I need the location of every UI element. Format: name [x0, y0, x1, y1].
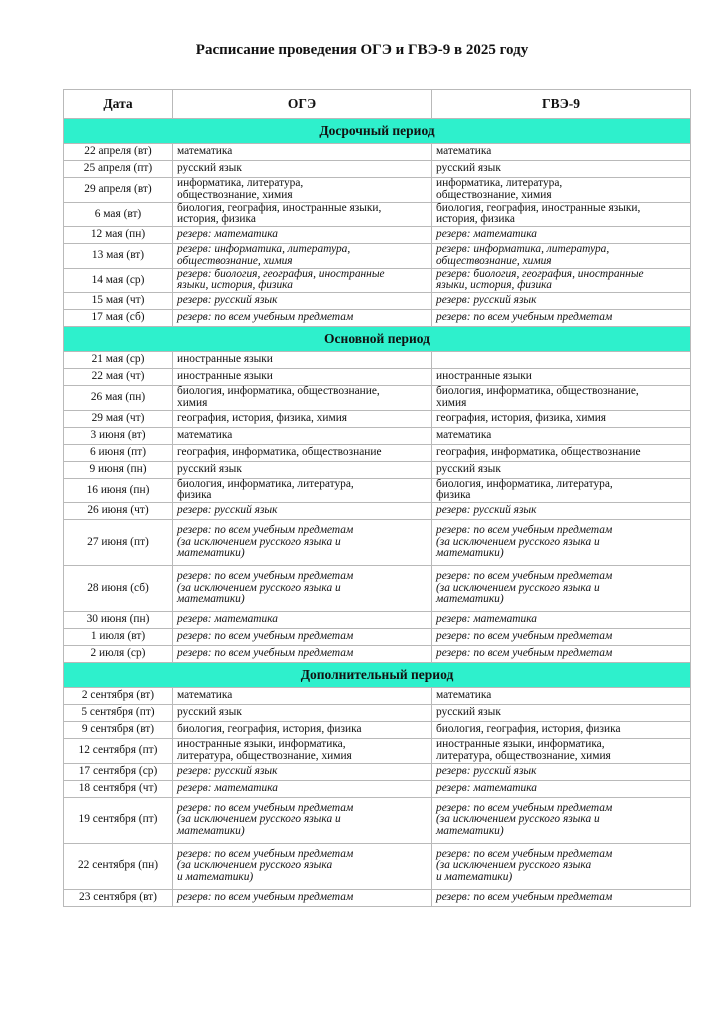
table-row — [64, 739, 691, 764]
date-cell: 22 апреля (вт) — [64, 144, 173, 161]
date-cell: 23 сентября (вт) — [64, 889, 173, 906]
oge-cell: математика — [173, 688, 432, 705]
table-header-row — [64, 90, 691, 119]
date-cell: 29 апреля (вт) — [64, 178, 173, 203]
table-row — [64, 722, 691, 739]
oge-cell: биология, география, иностранные языки, история, физика — [173, 202, 432, 227]
oge-cell: биология, информатика, литература, физика — [173, 478, 432, 503]
date-cell: 9 июня (пн) — [64, 461, 173, 478]
oge-cell: иностранные языки, информатика, литература, обществознание, химия — [173, 739, 432, 764]
oge-cell: резерв: биология, география, иностранные языки, история, физика — [173, 268, 432, 293]
gve-cell: биология, география, иностранные языки, история, физика — [432, 202, 691, 227]
oge-cell: резерв: по всем учебным предметам (за исключением русского языка и математики) — [173, 843, 432, 889]
table-row — [64, 427, 691, 444]
oge-cell: резерв: по всем учебным предметам — [173, 629, 432, 646]
schedule-body — [64, 119, 691, 907]
date-cell: 17 сентября (ср) — [64, 763, 173, 780]
date-cell: 9 сентября (вт) — [64, 722, 173, 739]
gve-cell: резерв: по всем учебным предметам — [432, 646, 691, 663]
table-row — [64, 629, 691, 646]
oge-cell: резерв: русский язык — [173, 293, 432, 310]
date-cell: 26 мая (пн) — [64, 386, 173, 411]
date-cell: 29 мая (чт) — [64, 410, 173, 427]
oge-cell: резерв: математика — [173, 780, 432, 797]
oge-cell: биология, информатика, обществознание, химия — [173, 386, 432, 411]
oge-cell: резерв: по всем учебным предметам — [173, 310, 432, 327]
date-cell: 5 сентября (пт) — [64, 705, 173, 722]
gve-cell — [432, 352, 691, 369]
gve-cell: русский язык — [432, 461, 691, 478]
table-row — [64, 161, 691, 178]
oge-cell: резерв: по всем учебным предметам (за исключением русского языка и математики) — [173, 797, 432, 843]
date-cell: 2 июля (ср) — [64, 646, 173, 663]
oge-cell: русский язык — [173, 161, 432, 178]
table-row — [64, 763, 691, 780]
gve-cell: резерв: по всем учебным предметам — [432, 889, 691, 906]
date-cell: 1 июля (вт) — [64, 629, 173, 646]
gve-cell: математика — [432, 427, 691, 444]
gve-cell: иностранные языки, информатика, литература, обществознание, химия — [432, 739, 691, 764]
table-row — [64, 444, 691, 461]
table-row — [64, 227, 691, 244]
table-row — [64, 843, 691, 889]
oge-cell: информатика, литература, обществознание, химия — [173, 178, 432, 203]
date-cell: 6 июня (пт) — [64, 444, 173, 461]
date-cell: 15 мая (чт) — [64, 293, 173, 310]
table-row — [64, 369, 691, 386]
page-title: Расписание проведения ОГЭ и ГВЭ-9 в 2025 году — [195, 42, 529, 58]
oge-cell: резерв: математика — [173, 227, 432, 244]
period-header-row — [64, 119, 691, 144]
gve-cell: резерв: по всем учебным предметам — [432, 310, 691, 327]
date-cell: 18 сентября (чт) — [64, 780, 173, 797]
schedule-table — [63, 89, 691, 907]
table-row — [64, 646, 691, 663]
gve-cell: резерв: математика — [432, 227, 691, 244]
date-cell: 17 мая (сб) — [64, 310, 173, 327]
oge-cell: математика — [173, 427, 432, 444]
gve-cell: география, информатика, обществознание — [432, 444, 691, 461]
oge-cell: русский язык — [173, 461, 432, 478]
table-row — [64, 461, 691, 478]
date-cell: 27 июня (пт) — [64, 520, 173, 566]
oge-cell: резерв: по всем учебным предметам — [173, 646, 432, 663]
gve-cell: математика — [432, 144, 691, 161]
table-row — [64, 520, 691, 566]
gve-cell: резерв: по всем учебным предметам (за исключением русского языка и математики) — [432, 566, 691, 612]
header-gve: ГВЭ-9 — [432, 90, 691, 119]
table-row — [64, 705, 691, 722]
gve-cell: резерв: по всем учебным предметам (за исключением русского языка и математики) — [432, 520, 691, 566]
gve-cell: география, история, физика, химия — [432, 410, 691, 427]
oge-cell: биология, география, история, физика — [173, 722, 432, 739]
gve-cell: биология, информатика, литература, физика — [432, 478, 691, 503]
gve-cell: биология, география, история, физика — [432, 722, 691, 739]
table-row — [64, 889, 691, 906]
date-cell: 3 июня (вт) — [64, 427, 173, 444]
date-cell: 19 сентября (пт) — [64, 797, 173, 843]
gve-cell: резерв: по всем учебным предметам (за исключением русского языка и математики) — [432, 797, 691, 843]
gve-cell: резерв: математика — [432, 612, 691, 629]
oge-cell: резерв: по всем учебным предметам (за исключением русского языка и математики) — [173, 520, 432, 566]
gve-cell: резерв: математика — [432, 780, 691, 797]
date-cell: 26 июня (чт) — [64, 503, 173, 520]
gve-cell: иностранные языки — [432, 369, 691, 386]
date-cell: 13 мая (вт) — [64, 244, 173, 269]
period-header-row — [64, 327, 691, 352]
oge-cell: резерв: по всем учебным предметам — [173, 889, 432, 906]
oge-cell: резерв: математика — [173, 612, 432, 629]
oge-cell: русский язык — [173, 705, 432, 722]
date-cell: 16 июня (пн) — [64, 478, 173, 503]
gve-cell: резерв: по всем учебным предметам — [432, 629, 691, 646]
table-row — [64, 268, 691, 293]
oge-cell: резерв: информатика, литература, обществознание, химия — [173, 244, 432, 269]
oge-cell: резерв: по всем учебным предметам (за исключением русского языка и математики) — [173, 566, 432, 612]
table-row — [64, 202, 691, 227]
table-row — [64, 410, 691, 427]
table-row — [64, 566, 691, 612]
table-row — [64, 178, 691, 203]
oge-cell: резерв: русский язык — [173, 503, 432, 520]
table-row — [64, 688, 691, 705]
period-label: Дополнительный период — [64, 663, 691, 688]
table-row — [64, 352, 691, 369]
header-oge: ОГЭ — [173, 90, 432, 119]
gve-cell: резерв: русский язык — [432, 293, 691, 310]
oge-cell: география, история, физика, химия — [173, 410, 432, 427]
gve-cell: резерв: по всем учебным предметам (за исключением русского языка и математики) — [432, 843, 691, 889]
table-row — [64, 503, 691, 520]
date-cell: 2 сентября (вт) — [64, 688, 173, 705]
period-label: Досрочный период — [64, 119, 691, 144]
gve-cell: резерв: информатика, литература, обществознание, химия — [432, 244, 691, 269]
table-row — [64, 780, 691, 797]
gve-cell: математика — [432, 688, 691, 705]
date-cell: 25 апреля (пт) — [64, 161, 173, 178]
table-row — [64, 310, 691, 327]
table-row — [64, 797, 691, 843]
table-row — [64, 244, 691, 269]
table-row — [64, 386, 691, 411]
table-row — [64, 612, 691, 629]
date-cell: 21 мая (ср) — [64, 352, 173, 369]
oge-cell: иностранные языки — [173, 369, 432, 386]
table-row — [64, 144, 691, 161]
oge-cell: иностранные языки — [173, 352, 432, 369]
date-cell: 12 мая (пн) — [64, 227, 173, 244]
table-row — [64, 293, 691, 310]
gve-cell: информатика, литература, обществознание, химия — [432, 178, 691, 203]
header-date: Дата — [64, 90, 173, 119]
oge-cell: география, информатика, обществознание — [173, 444, 432, 461]
date-cell: 28 июня (сб) — [64, 566, 173, 612]
period-label: Основной период — [64, 327, 691, 352]
date-cell: 22 мая (чт) — [64, 369, 173, 386]
gve-cell: русский язык — [432, 705, 691, 722]
table-row — [64, 478, 691, 503]
gve-cell: резерв: биология, география, иностранные языки, история, физика — [432, 268, 691, 293]
oge-cell: резерв: русский язык — [173, 763, 432, 780]
date-cell: 12 сентября (пт) — [64, 739, 173, 764]
gve-cell: биология, информатика, обществознание, химия — [432, 386, 691, 411]
period-header-row — [64, 663, 691, 688]
gve-cell: резерв: русский язык — [432, 763, 691, 780]
oge-cell: математика — [173, 144, 432, 161]
gve-cell: резерв: русский язык — [432, 503, 691, 520]
date-cell: 30 июня (пн) — [64, 612, 173, 629]
gve-cell: русский язык — [432, 161, 691, 178]
date-cell: 6 мая (вт) — [64, 202, 173, 227]
date-cell: 22 сентября (пн) — [64, 843, 173, 889]
date-cell: 14 мая (ср) — [64, 268, 173, 293]
